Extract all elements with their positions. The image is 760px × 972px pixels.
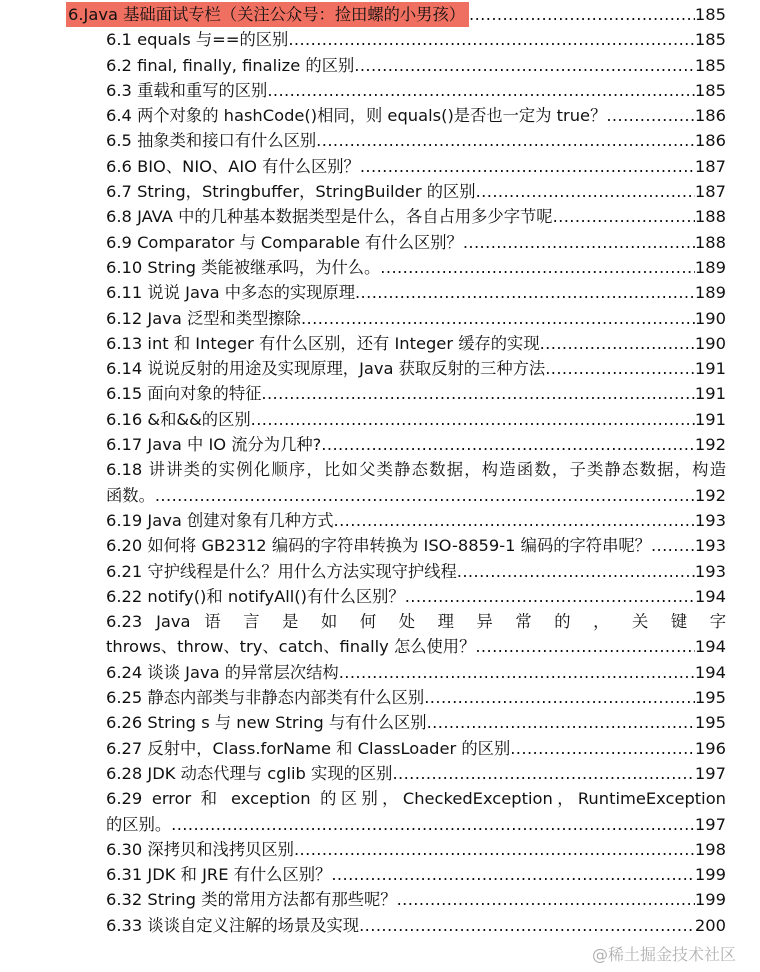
toc-page-number: 194 bbox=[694, 586, 726, 606]
toc-page-number: 199 bbox=[694, 890, 726, 910]
toc-leader-dots bbox=[463, 230, 695, 255]
toc-leader-dots bbox=[427, 710, 695, 735]
toc-page-number: 200 bbox=[694, 915, 726, 935]
toc-entry-title: 6.11 说说 Java 中多态的实现原理 bbox=[106, 283, 355, 303]
toc-entry-title: 6.1 equals 与==的区别 bbox=[106, 30, 289, 50]
toc-entry-line bbox=[106, 53, 726, 78]
toc-entry[interactable] bbox=[0, 786, 760, 837]
toc-entry-title: 6.18 讲讲类的实例化顺序，比如父类静态数据，构造函数，子类静态数据，构造 bbox=[106, 460, 726, 480]
toc-entry-line bbox=[106, 584, 726, 609]
toc-entry-title-continued: 的区别。 bbox=[106, 814, 172, 834]
toc-entry[interactable] bbox=[0, 27, 760, 52]
toc-entry-line bbox=[106, 761, 726, 786]
toc-page-number: 192 bbox=[694, 435, 726, 455]
toc-entry-title: 6.3 重载和重写的区别 bbox=[106, 80, 268, 100]
toc-entry-title-continued: throws、throw、try、catch、finally 怎么使用？ bbox=[106, 637, 476, 657]
toc-leader-dots bbox=[469, 2, 695, 27]
toc-leader-dots bbox=[251, 407, 695, 432]
toc-entry[interactable] bbox=[0, 407, 760, 432]
toc-leader-dots bbox=[354, 53, 695, 78]
toc-entry-title: 6.32 String 类的常用方法都有那些呢？ bbox=[106, 890, 397, 910]
toc-leader-dots bbox=[334, 508, 695, 533]
toc-entry-line bbox=[106, 660, 726, 685]
toc-leader-dots bbox=[288, 27, 695, 52]
toc-leader-dots bbox=[392, 761, 694, 786]
toc-entry-line bbox=[106, 913, 726, 938]
toc-entry-line bbox=[106, 204, 726, 229]
toc-entry-title: 6.25 静态内部类与非静态内部类有什么区别 bbox=[106, 688, 425, 708]
toc-entry-title: 6.6 BIO、NIO、AIO 有什么区别？ bbox=[106, 156, 360, 176]
toc-entry[interactable] bbox=[0, 685, 760, 710]
toc-entry-title: 6.12 Java 泛型和类型擦除 bbox=[106, 308, 301, 328]
toc-entry[interactable] bbox=[0, 609, 760, 660]
toc-page-number: 189 bbox=[694, 257, 726, 277]
toc-entry-line bbox=[106, 685, 726, 710]
toc-page-number: 187 bbox=[694, 156, 726, 176]
toc-page-number: 191 bbox=[694, 384, 726, 404]
toc-entry-line bbox=[106, 179, 726, 204]
toc-entry-title: 6.10 String 类能被继承吗，为什么。 bbox=[106, 257, 381, 277]
toc-entry-line bbox=[106, 508, 726, 533]
toc-page-number: 190 bbox=[694, 333, 726, 353]
toc-leader-dots bbox=[510, 736, 695, 761]
toc-entry-title: 6.33 谈谈自定义注解的场景及实现 bbox=[106, 915, 360, 935]
toc-entry[interactable] bbox=[0, 154, 760, 179]
toc-entry-title: 6.23 Java 语 言 是 如 何 处 理 异 常 的 ， 关 键 字 bbox=[106, 612, 726, 632]
toc-entry-title: 6.4 两个对象的 hashCode()相同，则 equals()是否也一定为 true？ bbox=[106, 106, 607, 126]
toc-leader-dots bbox=[331, 862, 695, 887]
toc-leader-dots bbox=[171, 812, 695, 837]
toc-entry-title: 6.24 谈谈 Java 的异常层次结构 bbox=[106, 662, 339, 682]
toc-entry-line bbox=[106, 103, 726, 128]
toc-page-number: 185 bbox=[694, 30, 726, 50]
toc-leader-dots bbox=[380, 255, 695, 280]
toc-entry-title: 6.14 说说反射的用途及实现原理，Java 获取反射的三种方法 bbox=[106, 359, 546, 379]
toc-entry[interactable] bbox=[0, 103, 760, 128]
toc-entry-title: 6.8 JAVA 中的几种基本数据类型是什么，各自占用多少字节呢 bbox=[106, 207, 553, 227]
toc-entry[interactable] bbox=[0, 559, 760, 584]
toc-page-number: 191 bbox=[694, 409, 726, 429]
toc-entry-title: 6.16 &和&&的区别 bbox=[106, 409, 251, 429]
toc-page-number: 187 bbox=[694, 182, 726, 202]
toc-entry-title: 6.13 int 和 Integer 有什么区别，还有 Integer 缓存的实现 bbox=[106, 333, 540, 353]
toc-entry-line bbox=[106, 533, 726, 558]
toc-entry[interactable] bbox=[0, 584, 760, 609]
toc-page-number: 197 bbox=[694, 814, 726, 834]
toc-entry-line bbox=[106, 812, 726, 837]
toc-leader-dots bbox=[359, 913, 695, 938]
toc-entry[interactable] bbox=[0, 331, 760, 356]
toc-entry[interactable] bbox=[0, 204, 760, 229]
toc-leader-dots bbox=[424, 685, 695, 710]
toc-entry-line bbox=[106, 306, 726, 331]
toc-entry-line bbox=[106, 837, 726, 862]
toc-entry[interactable] bbox=[0, 381, 760, 406]
toc-entry-title: 6.27 反射中，Class.forName 和 ClassLoader 的区别 bbox=[106, 738, 511, 758]
toc-entry-line bbox=[106, 230, 726, 255]
toc-entry[interactable] bbox=[0, 660, 760, 685]
toc-page-number: 185 bbox=[694, 80, 726, 100]
toc-entry-line bbox=[106, 255, 726, 280]
toc-entry-title: 6.2 final, finally, finalize 的区别 bbox=[106, 55, 355, 75]
toc-entry-line bbox=[106, 887, 726, 912]
toc-leader-dots bbox=[606, 103, 695, 128]
toc-entry-line bbox=[106, 407, 726, 432]
toc-entry-line bbox=[106, 154, 726, 179]
toc-entry-title: 6.31 JDK 和 JRE 有什么区别？ bbox=[106, 865, 332, 885]
toc-entry-title: 6.22 notify()和 notifyAll()有什么区别？ bbox=[106, 586, 405, 606]
toc-page-number: 186 bbox=[694, 131, 726, 151]
toc-page-number: 194 bbox=[694, 637, 726, 657]
toc-entry-line bbox=[106, 432, 726, 457]
toc-page-number: 191 bbox=[694, 359, 726, 379]
toc-page-number: 196 bbox=[694, 738, 726, 758]
toc-page-number: 195 bbox=[694, 713, 726, 733]
toc-entry-line bbox=[106, 736, 726, 761]
toc-entry-line bbox=[106, 356, 726, 381]
toc-leader-dots bbox=[553, 204, 695, 229]
toc-page-number: 190 bbox=[694, 308, 726, 328]
toc-entry[interactable] bbox=[0, 887, 760, 912]
toc-entry[interactable] bbox=[0, 913, 760, 938]
toc-entry-title: 6.15 面向对象的特征 bbox=[106, 384, 262, 404]
toc-leader-dots bbox=[261, 381, 695, 406]
toc-entry[interactable] bbox=[0, 862, 760, 887]
toc-entry-line bbox=[106, 710, 726, 735]
toc-page-number: 188 bbox=[694, 232, 726, 252]
toc-leader-dots bbox=[651, 533, 695, 558]
toc-entry[interactable] bbox=[0, 128, 760, 153]
toc-entry[interactable] bbox=[0, 78, 760, 103]
toc-entry-title: 6.28 JDK 动态代理与 cglib 实现的区别 bbox=[106, 763, 393, 783]
toc-entry-line bbox=[106, 559, 726, 584]
toc-leader-dots bbox=[457, 559, 695, 584]
toc-entry[interactable] bbox=[0, 457, 760, 508]
watermark: @稀土掘金技术社区 bbox=[591, 945, 736, 964]
toc-entry-title: 6.30 深拷贝和浅拷贝区别 bbox=[106, 839, 294, 859]
toc-entry-line bbox=[106, 381, 726, 406]
toc-entry[interactable] bbox=[0, 533, 760, 558]
toc-leader-dots bbox=[155, 483, 695, 508]
toc-entry-title: 6.17 Java 中 IO 流分为几种? bbox=[106, 435, 322, 455]
toc-entry-line bbox=[106, 128, 726, 153]
toc-entry[interactable] bbox=[0, 356, 760, 381]
toc-entry-line bbox=[106, 331, 726, 356]
toc-entry[interactable] bbox=[0, 53, 760, 78]
toc-page-number: 193 bbox=[694, 536, 726, 556]
toc-leader-dots bbox=[355, 280, 695, 305]
toc-leader-dots bbox=[397, 887, 695, 912]
toc-page-number: 194 bbox=[694, 662, 726, 682]
toc-entry-title: 6.5 抽象类和接口有什么区别 bbox=[106, 131, 317, 151]
toc-page-number: 185 bbox=[694, 55, 726, 75]
toc-page-number: 199 bbox=[694, 865, 726, 885]
toc-page-number: 195 bbox=[694, 688, 726, 708]
toc-entry[interactable] bbox=[0, 736, 760, 761]
toc-entry[interactable] bbox=[0, 280, 760, 305]
toc-leader-dots bbox=[475, 634, 695, 659]
toc-entry[interactable] bbox=[0, 255, 760, 280]
toc-page-number: 189 bbox=[694, 283, 726, 303]
toc-entry-line bbox=[106, 862, 726, 887]
table-of-contents bbox=[0, 2, 760, 938]
toc-page-number: 186 bbox=[694, 106, 726, 126]
toc-leader-dots bbox=[339, 660, 695, 685]
toc-entry[interactable] bbox=[0, 508, 760, 533]
toc-leader-dots bbox=[267, 78, 695, 103]
toc-section-heading[interactable] bbox=[68, 2, 726, 27]
toc-entry-title: 6.26 String s 与 new String 与有什么区别 bbox=[106, 713, 427, 733]
toc-leader-dots bbox=[545, 356, 695, 381]
toc-page-number: 185 bbox=[694, 5, 726, 24]
toc-leader-dots bbox=[301, 306, 695, 331]
toc-page-number: 197 bbox=[694, 763, 726, 783]
toc-entries bbox=[0, 27, 760, 938]
toc-entry[interactable] bbox=[0, 179, 760, 204]
toc-leader-dots bbox=[316, 128, 695, 153]
toc-entry[interactable] bbox=[0, 710, 760, 735]
toc-entry-line bbox=[106, 634, 726, 659]
toc-page-number: 193 bbox=[694, 510, 726, 530]
toc-page-number: 188 bbox=[694, 207, 726, 227]
toc-leader-dots bbox=[405, 584, 695, 609]
toc-entry-title-continued: 函数。 bbox=[106, 485, 155, 505]
toc-leader-dots bbox=[321, 432, 695, 457]
toc-entry[interactable] bbox=[0, 432, 760, 457]
toc-entry[interactable] bbox=[0, 761, 760, 786]
toc-entry[interactable] bbox=[0, 306, 760, 331]
toc-entry-line bbox=[106, 78, 726, 103]
toc-page-number: 198 bbox=[694, 839, 726, 859]
toc-entry-line bbox=[106, 483, 726, 508]
toc-leader-dots bbox=[360, 154, 695, 179]
toc-entry-title: 6.Java 基础面试专栏（关注公众号：捡田螺的小男孩） bbox=[66, 2, 469, 27]
toc-leader-dots bbox=[476, 179, 695, 204]
toc-entry-title: 6.9 Comparator 与 Comparable 有什么区别？ bbox=[106, 232, 463, 252]
toc-entry-line bbox=[106, 280, 726, 305]
toc-entry-title: 6.19 Java 创建对象有几种方式 bbox=[106, 510, 334, 530]
toc-entry-line bbox=[106, 27, 726, 52]
toc-leader-dots bbox=[540, 331, 695, 356]
toc-entry-title: 6.21 守护线程是什么？用什么方法实现守护线程 bbox=[106, 561, 457, 581]
toc-entry[interactable] bbox=[0, 837, 760, 862]
toc-entry-title: 6.29 error 和 exception 的区别，CheckedException，RuntimeException bbox=[106, 789, 726, 809]
toc-entry[interactable] bbox=[0, 230, 760, 255]
toc-page-number: 192 bbox=[694, 485, 726, 505]
toc-leader-dots bbox=[294, 837, 695, 862]
toc-page-number: 193 bbox=[694, 561, 726, 581]
toc-entry-title: 6.20 如何将 GB2312 编码的字符串转换为 ISO-8859-1 编码的字符串呢？ bbox=[106, 536, 651, 556]
toc-entry-title: 6.7 String，Stringbuffer，StringBuilder 的区别 bbox=[106, 182, 476, 202]
